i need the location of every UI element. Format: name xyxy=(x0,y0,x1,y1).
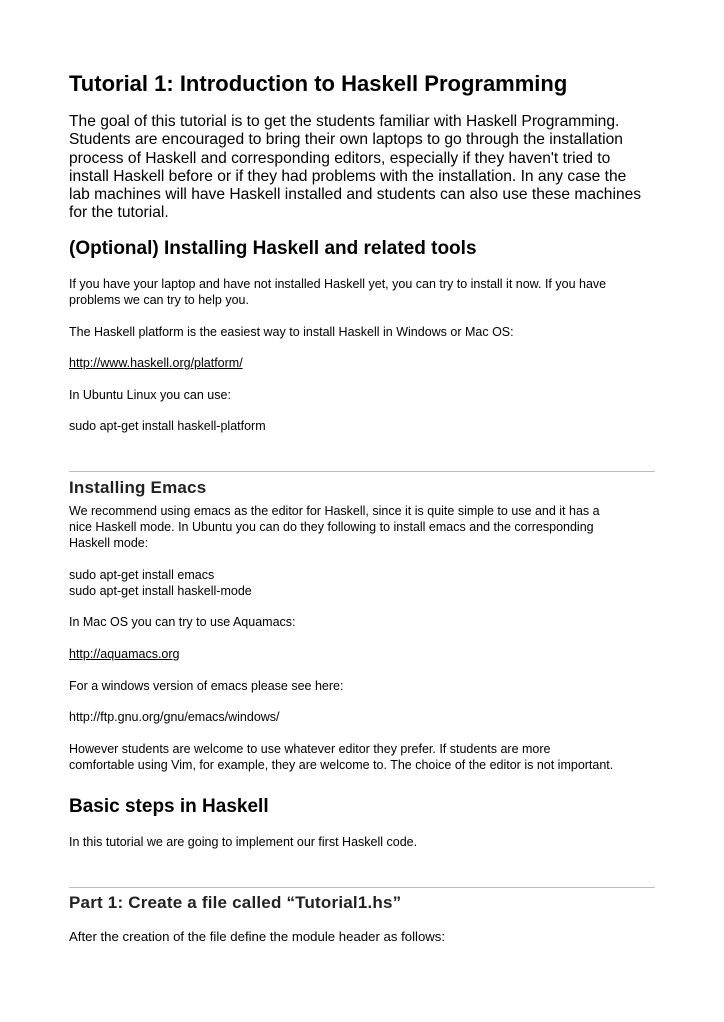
section-divider xyxy=(69,887,655,888)
windows-url: http://ftp.gnu.org/gnu/emacs/windows/ xyxy=(69,710,280,724)
platform-paragraph: The Haskell platform is the easiest way to install Haskell in Windows or Mac OS: xyxy=(69,325,514,339)
intro-line: lab machines will have Haskell installed and students can also use these machines xyxy=(69,186,642,204)
install-line: If you have your laptop and have not installed Haskell yet, you can try to install it now. If you have xyxy=(69,277,607,291)
section-divider xyxy=(69,471,655,472)
ubuntu-command: sudo apt-get install haskell-platform xyxy=(69,419,266,433)
macos-paragraph: In Mac OS you can try to use Aquamacs: xyxy=(69,615,296,629)
install-heading: (Optional) Installing Haskell and related tools xyxy=(69,238,477,259)
emacs-heading: Installing Emacs xyxy=(69,478,207,497)
intro-paragraph xyxy=(69,113,655,223)
platform-link-row xyxy=(69,356,655,372)
intro-line: install Haskell before or if they had problems with the installation. In any case the xyxy=(69,167,627,185)
basic-steps-paragraph: In this tutorial we are going to implement our first Haskell code. xyxy=(69,835,418,849)
emacs-line: nice Haskell mode. In Ubuntu you can do they following to install emacs and the corresponding xyxy=(69,519,594,534)
editor-line: comfortable using Vim, for example, they are welcome to. The choice of the editor is not important. xyxy=(69,757,614,772)
intro-line: The goal of this tutorial is to get the students familiar with Haskell Programming. xyxy=(69,113,620,130)
emacs-line: We recommend using emacs as the editor for Haskell, since it is quite simple to use and it has a xyxy=(69,504,600,518)
ubuntu-paragraph: In Ubuntu Linux you can use: xyxy=(69,388,231,402)
install-line: problems we can try to help you. xyxy=(69,292,249,307)
aquamacs-link[interactable]: http://aquamacs.org xyxy=(69,647,180,661)
haskell-platform-link[interactable]: http://www.haskell.org/platform/ xyxy=(69,356,243,370)
editor-line: However students are welcome to use whatever editor they prefer. If students are more xyxy=(69,742,551,756)
intro-line: Students are encouraged to bring their own laptops to go through the installation xyxy=(69,131,623,149)
emacs-command: sudo apt-get install emacs xyxy=(69,568,215,582)
emacs-command: sudo apt-get install haskell-mode xyxy=(69,583,252,598)
aquamacs-link-row xyxy=(69,647,655,663)
intro-line: for the tutorial. xyxy=(69,204,169,222)
emacs-line: Haskell mode: xyxy=(69,535,149,550)
editor-paragraph xyxy=(69,742,655,774)
part1-paragraph: After the creation of the file define the module header as follows: xyxy=(69,929,446,944)
page-title: Tutorial 1: Introduction to Haskell Programming xyxy=(69,71,568,96)
emacs-paragraph xyxy=(69,504,655,551)
install-paragraph xyxy=(69,277,655,309)
windows-paragraph: For a windows version of emacs please see here: xyxy=(69,679,344,693)
intro-line: process of Haskell and corresponding editors, especially if they haven't tried to xyxy=(69,149,611,167)
part1-heading: Part 1: Create a file called “Tutorial1.hs” xyxy=(69,893,402,912)
emacs-commands xyxy=(69,568,655,600)
basic-steps-heading: Basic steps in Haskell xyxy=(69,796,269,817)
